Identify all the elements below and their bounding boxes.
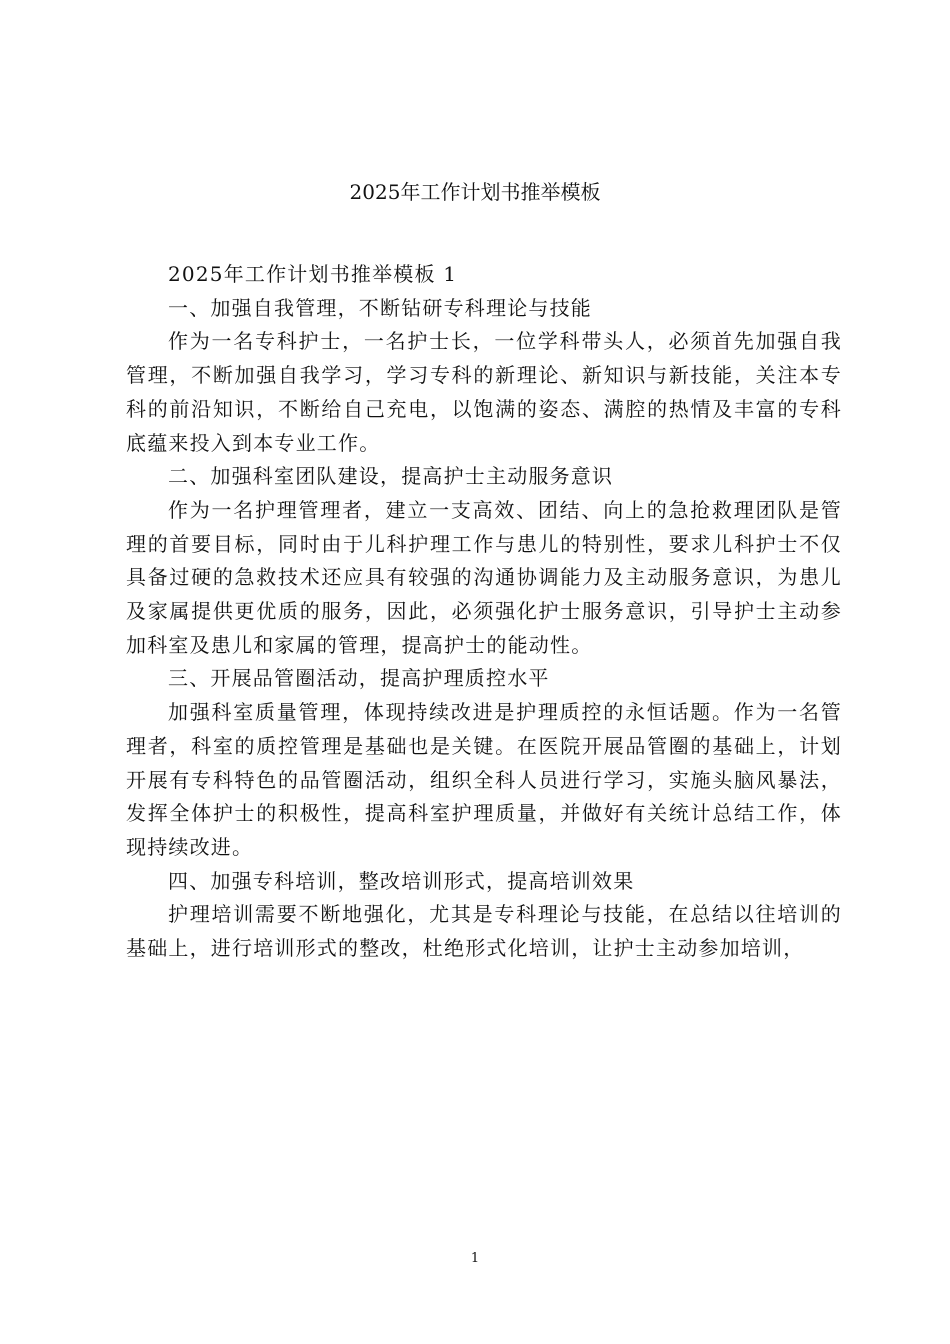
body-paragraph: 加强科室质量管理，体现持续改进是护理质控的永恒话题。作为一名管理者，科室的质控管理是基础也是关键。在医院开展品管圈的基础上，计划开展有专科特色的品管圈活动，组织全科人员进行学习，实施头脑风暴法，发挥全体护士的积极性，提高科室护理质量，并做好有关统计总结工作，体现持续改进。 xyxy=(126,700,842,859)
body-paragraph: 作为一名专科护士，一名护士长，一位学科带头人，必须首先加强自我管理，不断加强自我学习，学习专科的新理论、新知识与新技能，关注本专科的前沿知识，不断给自己充电，以饱满的姿态、满腔的热情及丰富的专科底蕴来投入到本专业工作。 xyxy=(126,329,842,455)
section-heading: 2025年工作计划书推举模板 1 xyxy=(168,262,458,286)
section-heading: 四、加强专科培训，整改培训形式，提高培训效果 xyxy=(168,868,635,893)
document-body xyxy=(126,258,842,966)
body-paragraph: 护理培训需要不断地强化，尤其是专科理论与技能，在总结以往培训的基础上，进行培训形式的整改，杜绝形式化培训，让护士主动参加培训， xyxy=(126,902,842,961)
section-heading: 二、加强科室团队建设，提高护士主动服务意识 xyxy=(168,464,614,489)
section-heading: 一、加强自我管理，不断钻研专科理论与技能 xyxy=(168,295,592,320)
page-number: 1 xyxy=(470,1251,480,1266)
document-title: 2025年工作计划书推举模板 xyxy=(349,180,601,204)
section-heading: 三、开展品管圈活动，提高护理质控水平 xyxy=(168,666,550,691)
body-paragraph: 作为一名护理管理者，建立一支高效、团结、向上的急抢救理团队是管理的首要目标，同时由于儿科护理工作与患儿的特别性，要求儿科护士不仅具备过硬的急救技术还应具有较强的沟通协调能力及主动服务意识，为患儿及家属提供更优质的服务，因此，必须强化护士服务意识，引导护士主动参加科室及患儿和家属的管理，提高护士的能动性。 xyxy=(126,497,842,657)
